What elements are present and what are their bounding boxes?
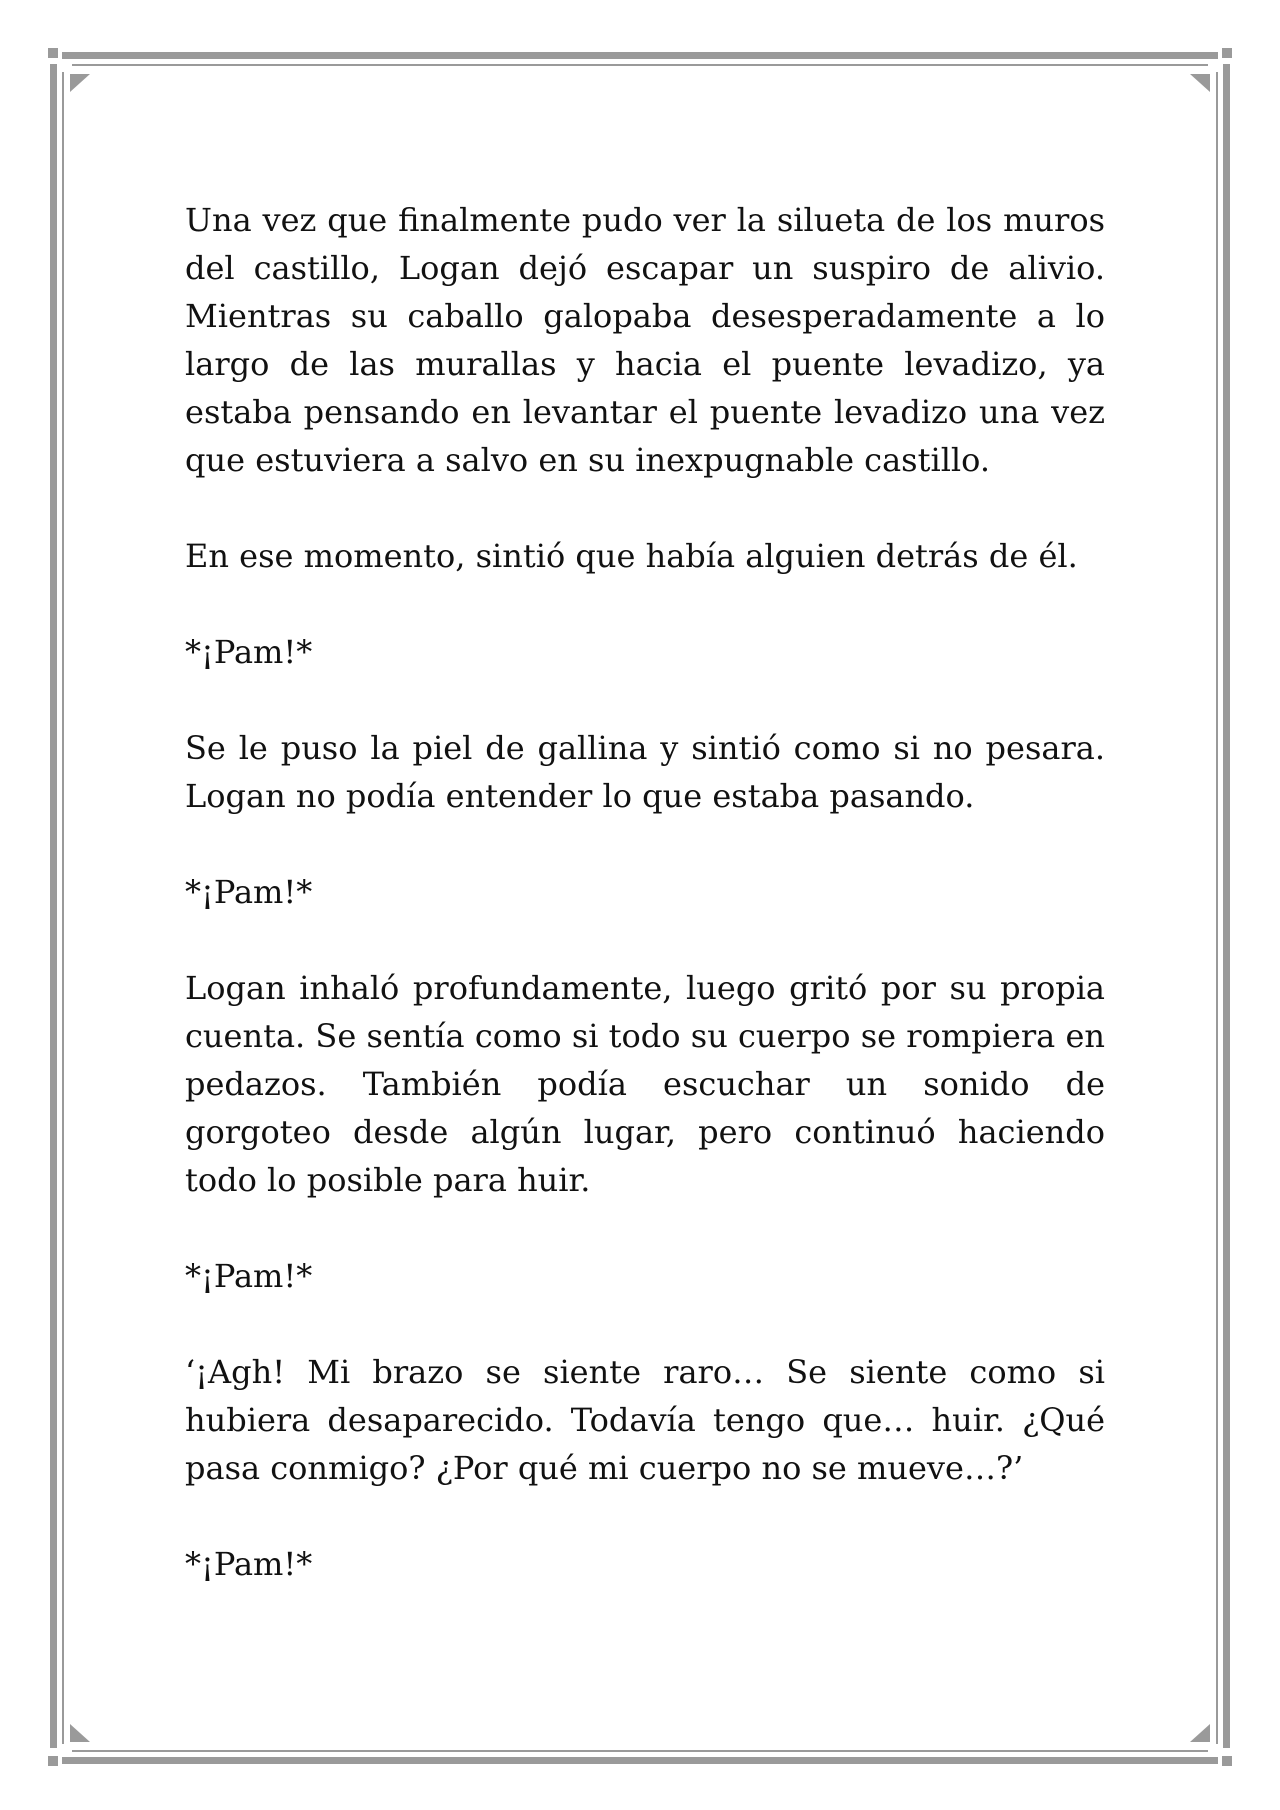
paragraph: Se le puso la piel de gallina y sintió como si no pesara. Logan no podía entender lo que estaba pasando.	[185, 729, 1105, 815]
story-text	[185, 196, 1105, 1636]
sound-effect: *¡Pam!*	[185, 873, 313, 911]
sound-effect: *¡Pam!*	[185, 1545, 313, 1583]
sound-effect: *¡Pam!*	[185, 633, 313, 671]
paragraph: Logan inhaló profundamente, luego gritó por su propia cuenta. Se sentía como si todo su cuerpo se rompiera en pedazos. También podía escuchar un sonido de gorgoteo desde algún lugar, pero continuó haciendo todo lo posible para huir.	[185, 969, 1105, 1199]
paragraph: ‘¡Agh! Mi brazo se siente raro… Se siente como si hubiera desaparecido. Todavía tengo que… huir. ¿Qué pasa conmigo? ¿Por qué mi cuerpo no se mueve…?’	[185, 1353, 1105, 1487]
paragraph: En ese momento, sintió que había alguien detrás de él.	[185, 537, 1078, 575]
sound-effect: *¡Pam!*	[185, 1257, 313, 1295]
paragraph: Una vez que finalmente pudo ver la silueta de los muros del castillo, Logan dejó escapar un suspiro de alivio. Mientras su caballo galopaba desesperadamente a lo largo de las murallas y hacia el puente levadizo, ya estaba pensando en levantar el puente levadizo una vez que estuviera a salvo en su inexpugnable castillo.	[185, 201, 1105, 479]
